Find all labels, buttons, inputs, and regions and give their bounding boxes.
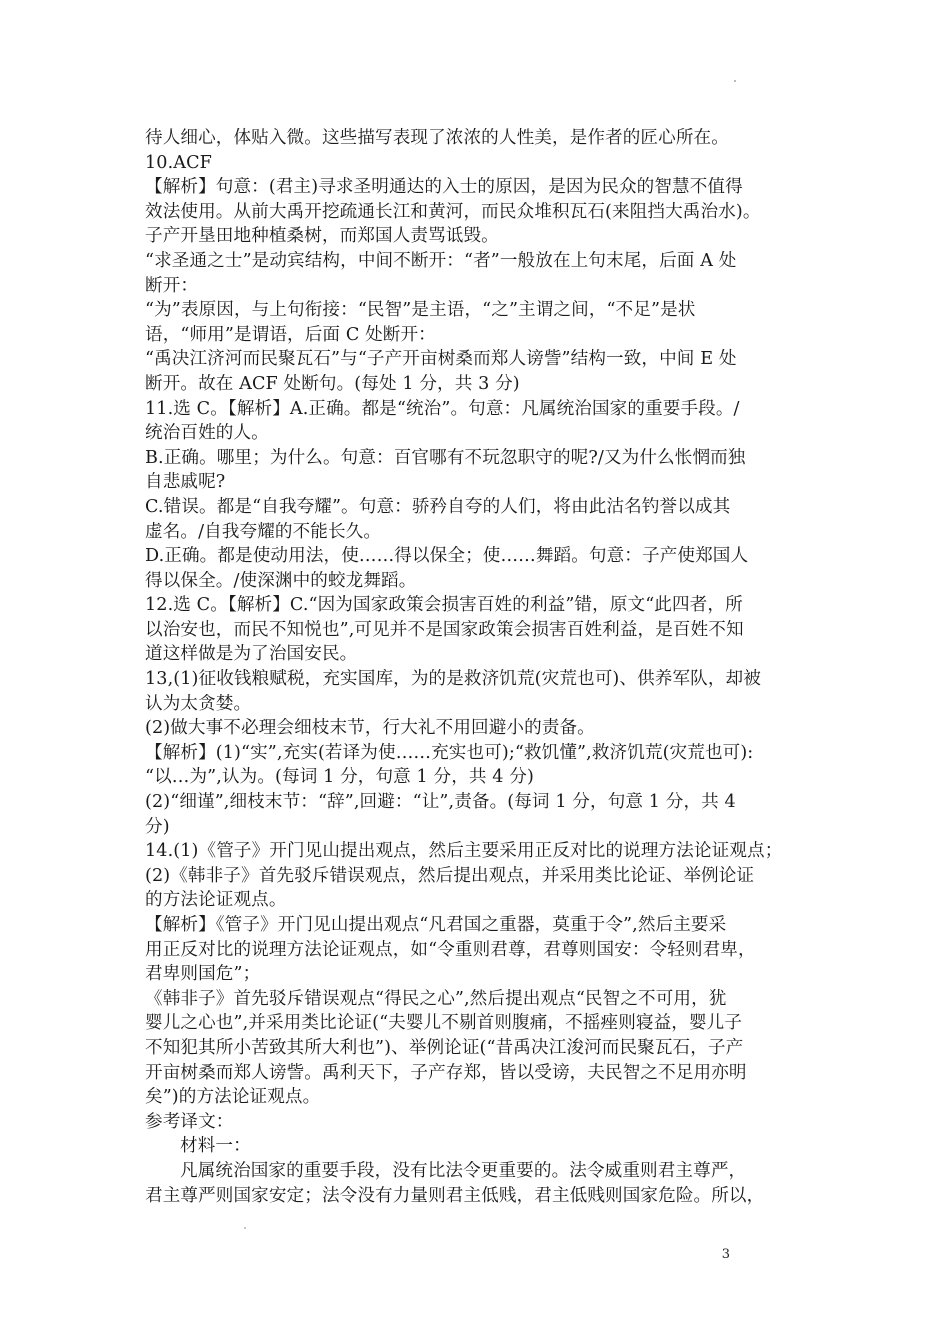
text-line: 【解析】(1)“实”,充实(若译为使……充实也可);“救饥懂”,救济饥荒(灾荒也可):: [145, 742, 754, 763]
text-line: 凡属统治国家的重要手段，没有比法令更重要的。法令威重则君主尊严，: [180, 1160, 747, 1181]
answer-13: 13,(1)征收钱粮赋税，充实国库，为的是救济饥荒(灾荒也可)、供养军队，却被: [145, 669, 761, 690]
text-line: 虚名。/自我夸耀的不能长久。: [145, 521, 382, 542]
text-line: 以治安也，而民不知悦也”,可见并不是国家政策会损害百姓利益，是百姓不知: [145, 619, 744, 640]
text-line: “禹决江济河而民聚瓦石”与“子产开亩树桑而郑人谤訾”结构一致，中间 E 处: [145, 349, 737, 370]
text-line: 子产开垦田地种植桑树，而郑国人责骂诋毁。: [145, 226, 499, 247]
footer-dot: [244, 1227, 246, 1229]
answer-12: 12.选 C。【解析】C.“因为国家政策会损害百姓的利益”错，原文“此四者，所: [145, 595, 743, 616]
text-line: D.正确。都是使动用法，使……得以保全；使……舞蹈。句意：子产使郑国人: [145, 546, 749, 567]
corner-mark: [734, 80, 736, 82]
material-one-heading: 材料一：: [180, 1136, 251, 1157]
text-line: C.错误。都是“自我夸耀”。句意：骄矜自夸的人们，将由此沽名钓誉以成其: [145, 496, 731, 517]
text-line: (2)做大事不必理会细枝末节，行大礼不用回避小的责备。: [145, 718, 595, 739]
text-line: 道这样做是为了治国安民。: [145, 644, 358, 665]
text-line: “为”表原因，与上句衔接：“民智”是主语，“之”主谓之间，“不足”是状: [145, 300, 696, 321]
text-line: 得以保全。/使深渊中的蛟龙舞蹈。: [145, 570, 417, 591]
text-line: 矣”)的方法论证观点。: [145, 1087, 321, 1108]
text-line: 君卑则国危”；: [145, 964, 261, 985]
text-line: 的方法论证观点。: [145, 890, 287, 911]
text-line: 《韩非子》首先驳斥错误观点“得民之心”,然后提出观点“民智之不可用，犹: [145, 988, 727, 1009]
text-line: 不知犯其所小苦致其所大利也”)、举例论证(“昔禹决江浚河而民聚瓦石，子产: [145, 1037, 744, 1058]
text-line: (2)《韩非子》首先驳斥错误观点，然后提出观点，并采用类比论证、举例论证: [145, 865, 755, 886]
text-line: 断开：: [145, 275, 199, 296]
text-line: 分): [145, 816, 170, 837]
text-line: “求圣通之士”是动宾结构，中间不断开：“者”一般放在上句末尾，后面 A 处: [145, 250, 737, 271]
text-line: 效法使用。从前大禹开挖疏通长江和黄河，而民众堆积瓦石(来阻挡大禹治水)。: [145, 201, 761, 222]
text-line: 断开。故在 ACF 处断句。(每处 1 分，共 3 分): [145, 373, 520, 394]
text-line: B.正确。哪里；为什么。句意：百官哪有不玩忽职守的呢?/又为什么怅惘而独: [145, 447, 746, 468]
text-line: (2)“细谨”,细枝末节：“辞”,回避：“让”,责备。(每词 1 分，句意 1 分，共 4: [145, 792, 736, 813]
text-line: 待人细心，体贴入微。这些描写表现了浓浓的人性美，是作者的匠心所在。: [145, 128, 729, 148]
text-line: 婴儿之心也”,并采用类比论证(“夫婴儿不剔首则腹痛，不摇痤则寝益，婴儿子: [145, 1013, 743, 1034]
text-line: 君主尊严则国家安定；法令没有力量则君主低贱，君主低贱则国家危险。所以，: [145, 1185, 765, 1206]
translation-heading: 参考译文：: [145, 1111, 234, 1132]
text-line: 自悲戚呢?: [145, 472, 226, 493]
text-line: 统治百姓的人。: [145, 423, 269, 444]
page-number: 3: [721, 1247, 730, 1262]
text-line: 开亩树桑而郑人谤訾。禹利天下，子产存郑，皆以受谤，夫民智之不足用亦明: [145, 1062, 747, 1083]
answer-14: 14.(1)《管子》开门见山提出观点，然后主要采用正反对比的说理方法论证观点；: [145, 841, 783, 862]
answer-10: 10.ACF: [145, 152, 212, 173]
text-line: 【解析】句意：(君主)寻求圣明通达的入士的原因，是因为民众的智慧不值得: [145, 177, 743, 198]
text-line: “以…为”,认为。(每词 1 分，句意 1 分，共 4 分): [145, 767, 534, 788]
text-line: 认为太贪婪。: [145, 693, 252, 714]
text-line: 语，“师用”是谓语，后面 C 处断开：: [145, 324, 436, 345]
answer-11: 11.选 C。【解析】A.正确。都是“统治”。句意：凡属统治国家的重要手段。/: [145, 398, 740, 419]
text-line: 【解析】《管子》开门见山提出观点“凡君国之重器，莫重于令”,然后主要采: [145, 915, 727, 935]
body-text: [145, 126, 821, 1208]
text-line: 用正反对比的说理方法论证观点，如“令重则君尊，君尊则国安：令轻则君卑，: [145, 939, 756, 960]
